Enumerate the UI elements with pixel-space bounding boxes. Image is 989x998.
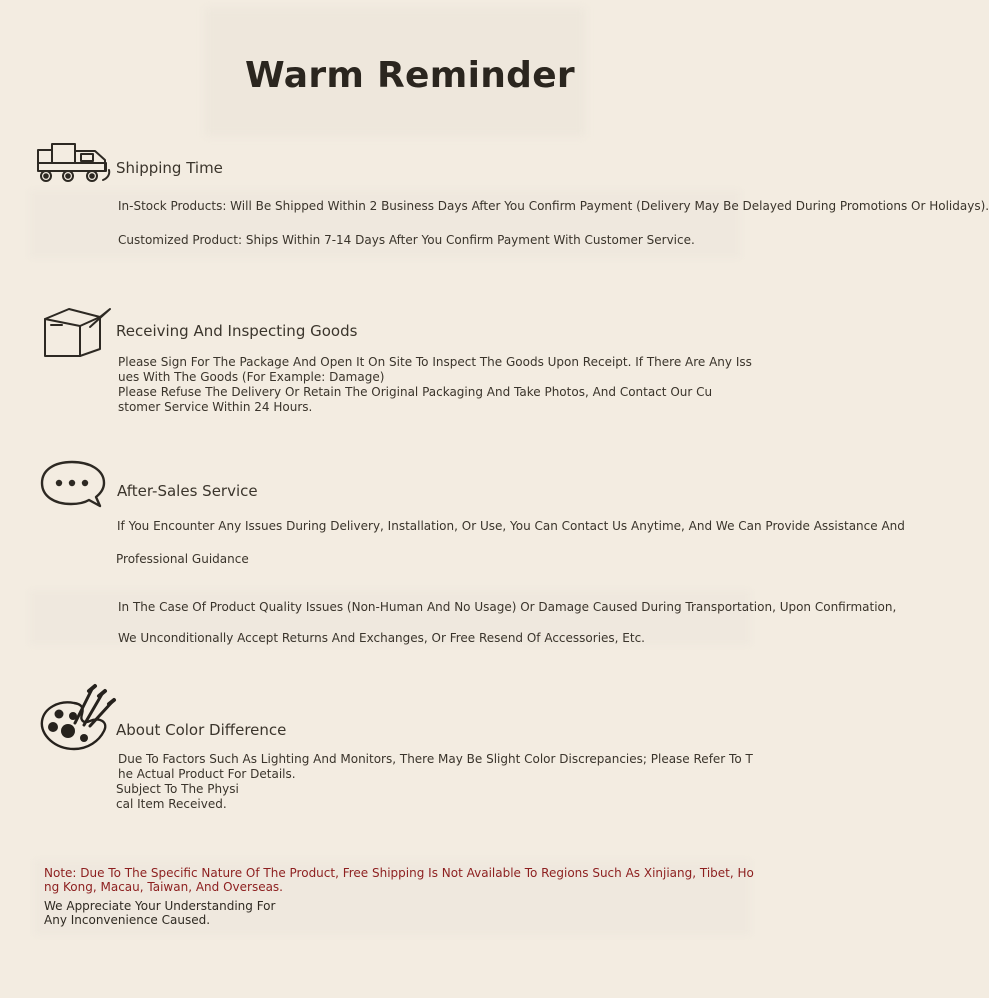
appreciation-note: We Appreciate Your Understanding For Any Inconvenience Caused. — [44, 899, 276, 927]
after-sales-line-2: Professional Guidance — [116, 552, 249, 566]
receiving-line-2: Please Refuse The Delivery Or Retain The Original Packaging And Take Photos, And Contact Our Customer Service Within 24 Hours. — [118, 385, 713, 414]
shipping-line-1: In-Stock Products: Will Be Shipped Within 2 Business Days After You Confirm Payment (Delivery May Be Delayed During Promotions Or Holidays). — [118, 199, 989, 213]
receiving-heading: Receiving And Inspecting Goods — [116, 322, 358, 340]
truck-icon — [34, 140, 114, 188]
after-sales-line-3: In The Case Of Product Quality Issues (Non-Human And No Usage) Or Damage Caused During Transportation, Upon Confirmation, — [118, 600, 897, 614]
shipping-line-2: Customized Product: Ships Within 7-14 Days After You Confirm Payment With Customer Service. — [118, 233, 695, 247]
box-icon — [40, 304, 112, 362]
after-sales-line-4: We Unconditionally Accept Returns And Exchanges, Or Free Resend Of Accessories, Etc. — [118, 631, 645, 645]
page-title: Warm Reminder — [245, 55, 575, 96]
chat-bubble-icon — [40, 458, 106, 512]
color-difference-line-2: Subject To The Physical Item Received. — [116, 782, 239, 811]
palette-icon — [39, 683, 115, 753]
receiving-line-1: Please Sign For The Package And Open It On Site To Inspect The Goods Upon Receipt. If There Are Any Issues With The Goods (For Example: Damage) — [118, 355, 752, 384]
after-sales-heading: After-Sales Service — [117, 482, 258, 500]
color-difference-heading: About Color Difference — [116, 721, 287, 739]
after-sales-line-1: If You Encounter Any Issues During Delivery, Installation, Or Use, You Can Contact Us Anytime, And We Can Provide Assistance And — [117, 519, 905, 533]
color-difference-line-1: Due To Factors Such As Lighting And Monitors, There May Be Slight Color Discrepancies; Please Refer To The Actual Product For Details. — [118, 752, 753, 781]
shipping-restriction-note: Note: Due To The Specific Nature Of The Product, Free Shipping Is Not Available To Regions Such As Xinjiang, Tibet, Hong Kong, Macau, Taiwan, And Overseas. — [44, 866, 754, 894]
shipping-heading: Shipping Time — [116, 159, 223, 177]
